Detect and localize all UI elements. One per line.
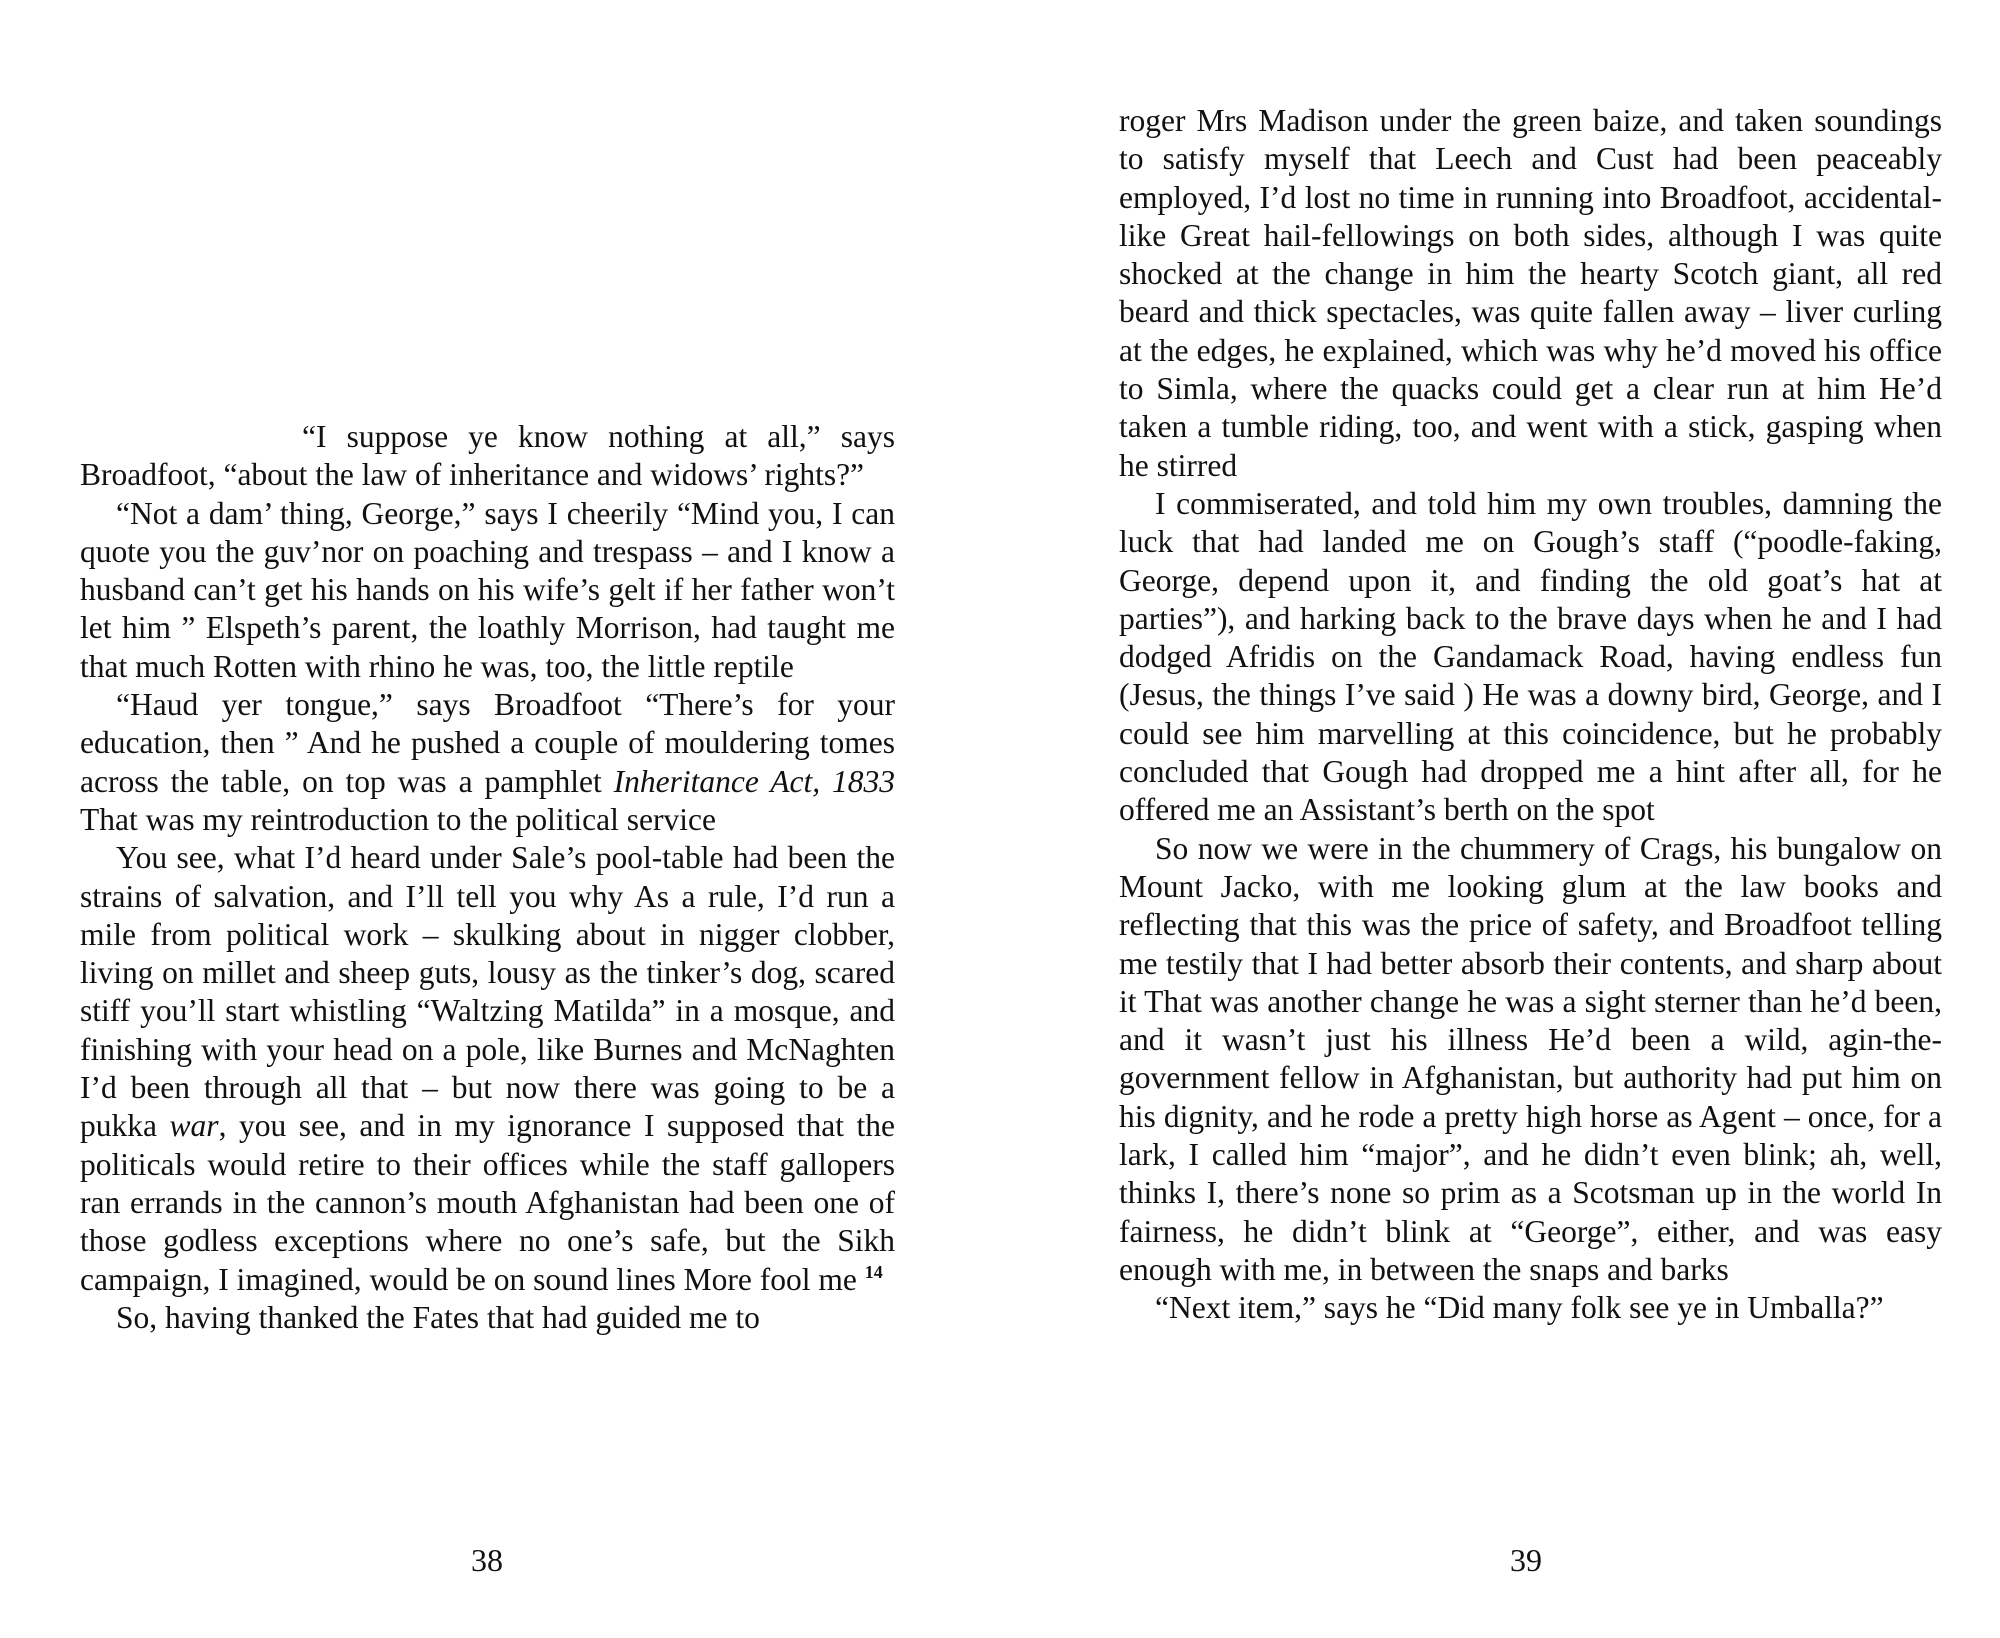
paragraph: “Not a dam’ thing, George,” says I cheerily “Mind you, I can quote you the guv’nor on poaching and trespass – and I know a husband can’t get his hands on his wife’s gelt if her father won’t let him ” Elspeth’s parent, the loathly Morrison, had taught me that much Rotten with rhino he was, too, the little reptile xyxy=(80,495,895,684)
italic-title: Inheritance Act, 1833 xyxy=(613,763,896,799)
paragraph: I commiserated, and told him my own troubles, damning the luck that had landed me on Gough’s staff (“poodle-faking, George, depend upon it, and finding the old goat’s hat at parties”), and harking back to the brave days when he and I had dodged Afridis on the Gandamack Road, having endless fun (Jesus, the things I’ve said ) He was a downy bird, George, and I could see him marvelling at this coincidence, but he probably concluded that Gough had dropped me a hint after all, for he offered me an Assistant’s berth on the spot xyxy=(1119,485,1942,828)
italic-word: war xyxy=(169,1108,219,1144)
paragraph-text: “Haud yer tongue,” says Broadfoot “There’s for your education, then ” And he pushed a couple of mouldering tomes across the table, on top was a pamphlet xyxy=(80,687,895,799)
paragraph: So now we were in the chummery of Crags, his bungalow on Mount Jacko, with me looking glum at the law books and reflecting that this was the price of safety, and Broadfoot telling me testily that I had better absorb their contents, and sharp about it That was another change he was a sight sterner than he’d been, and it wasn’t just his illness He’d been a wild, agin-the-government fellow in Afghanistan, but authority had put him on his dignity, and he rode a pretty high horse as Agent – once, for a lark, I called him “major”, and he didn’t even blink; ah, well, thinks I, there’s none so prim as a Scotsman up in the world In fairness, he didn’t blink at “George”, either, and was easy enough with me, in between the snaps and barks xyxy=(1119,830,1942,1287)
paragraph: “Next item,” says he “Did many folk see ye in Umballa?” xyxy=(1155,1290,1884,1326)
paragraph: So, having thanked the Fates that had guided me to xyxy=(116,1299,760,1335)
paragraph-text: That was my reintroduction to the political service xyxy=(80,801,716,837)
paragraph: roger Mrs Madison under the green baize, and taken soundings to satisfy myself that Leech and Cust had been peaceably employed, I’d lost no time in running into Broadfoot, accidental-like Great hail-fellowings on both sides, although I was quite shocked at the change in him the hearty Scotch giant, all red beard and thick spectacles, was quite fallen away – liver curling at the edges, he explained, which was why he’d moved his office to Simla, where the quacks could get a clear run at him He’d taken a tumble riding, too, and went with a stick, gasping when he stirred xyxy=(1119,103,1942,483)
page-number: 38 xyxy=(471,1542,503,1578)
paragraph: “I suppose ye know nothing at all,” says Broadfoot, “about the law of inheritance and widows’ rights?” xyxy=(80,419,895,493)
paragraph xyxy=(80,839,895,1299)
paragraph-text: , you see, and in my ignorance I supposed that the politicals would retire to their offices while the staff gallopers ran errands in the cannon’s mouth Afghanistan had been one of those godless exceptions where no one’s safe, but the Sikh campaign, I imagined, would be on sound lines More fool me xyxy=(80,1108,895,1297)
right-page xyxy=(1000,0,2000,1638)
right-page-text xyxy=(1119,102,1942,1328)
footnote-marker: 14 xyxy=(864,1261,883,1282)
paragraph-text: You see, what I’d heard under Sale’s pool-table had been the strains of salvation, and I’ll tell you why As a rule, I’d run a mile from political work – skulking about in nigger clobber, living on millet and sheep guts, lousy as the tinker’s dog, scared stiff you’ll start whistling “Waltzing Matilda” in a mosque, and finishing with your head on a pole, like Burnes and McNaghten I’d been through all that – but now there was going to be a pukka xyxy=(80,840,895,1144)
left-page-text xyxy=(80,418,895,1337)
paragraph xyxy=(80,686,895,839)
page-number: 39 xyxy=(1510,1542,1542,1578)
